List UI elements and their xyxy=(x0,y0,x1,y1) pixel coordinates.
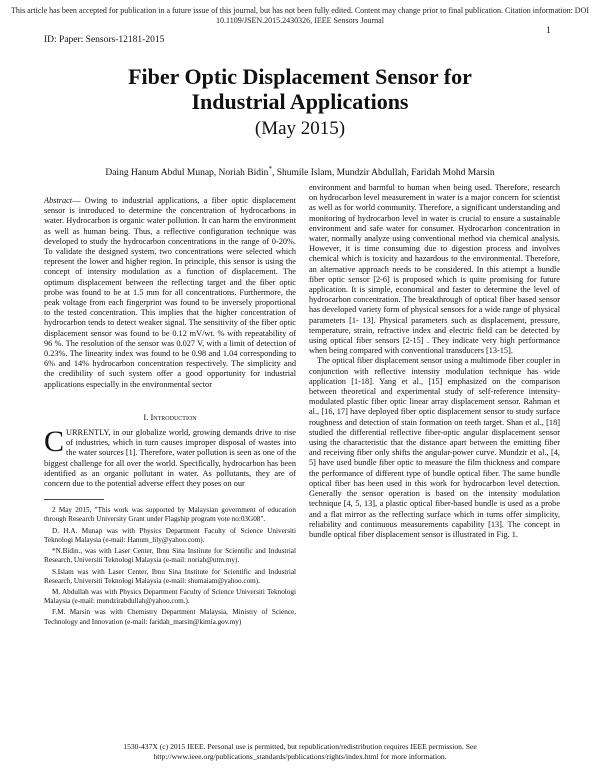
title-line-2: Industrial Applications xyxy=(191,89,409,114)
footnote: F.M. Marsin was with Chemistry Department Malaysia, Ministry of Science, Technology and Innovation (e-mail: faridah_marsin@kimia.gov.my) xyxy=(44,608,296,626)
footer-line-1: 1530-437X (c) 2015 IEEE. Personal use is permitted, but republication/redistribution requires IEEE permission. See xyxy=(123,742,477,751)
footnote: *N.Bidin., was with Laser Center, Ibnu Sina Institute for Scientific and Industrial Research, Universiti Teknologi Malaysia (e-mail: noriah@utm.my). xyxy=(44,547,296,565)
footnote-divider xyxy=(44,499,104,500)
abstract xyxy=(44,196,296,390)
left-column xyxy=(44,196,296,629)
publication-banner xyxy=(0,6,600,26)
footer-line-2: http://www.ieee.org/publications_standards/publications/rights/index.html for more information. xyxy=(153,751,447,761)
section-numeral: I. xyxy=(143,411,149,422)
title-line-1: Fiber Optic Displacement Sensor for xyxy=(128,64,472,89)
abstract-label: Abstract xyxy=(44,196,73,205)
authors-part-1: Daing Hanum Abdul Munap, Noriah Bidin xyxy=(105,168,269,179)
footnote: S.Islam was with Laser Center, Ibnu Sina Institute for Scientific and Industrial Research, Universiti Teknologi Malaysia (e-mail: shumaiam@yahoo.com). xyxy=(44,567,296,585)
copyright-footer xyxy=(0,742,600,761)
paper-id: ID: Paper: Sensors-12181-2015 xyxy=(44,35,165,45)
footnotes xyxy=(44,506,296,626)
intro-text: in our globalize world, growing demands drive to rise of industries, which in turn causes improper disposal of wastes into the water sources [1]. Therefore, water pollution is seen as one of the biggest challenge for all over the world. Specifically, hydrocarbon has been identified as an organic pollutant in water. As pollutants, they are of concern due to the potential adverse effect they poses on our xyxy=(44,428,296,489)
footnote: 2 May 2015, "This work was supported by Malaysian government of education through Research University Grant under Flagship program vote no:03G08". xyxy=(44,506,296,524)
author-list xyxy=(0,163,600,179)
drop-cap: C xyxy=(44,425,65,459)
page-number: 1 xyxy=(546,26,551,36)
footnote: M. Abdullah was with Physics Department Faculty of Science Universiti Teknologi Malaysia (e-mail: mundzirabdullah@yahoo.com.). xyxy=(44,587,296,606)
section-heading-introduction xyxy=(44,412,296,422)
banner-line-1: This article has been accepted for publication in a future issue of this journal, but has not been fully edited. Content may change prior to final publication. Citation information: DOI xyxy=(10,6,590,15)
introduction-paragraph xyxy=(44,425,296,489)
body-paragraph: environment and harmful to human when being used. Therefore, research on hydrocarbon level measurement in water is a major concern for scientist as well as for world community. Therefore, a significant understanding and monitoring of hydrocarbon level in water is crucial to ensure a sustainable environment and safe water for consumer. Hydrocarbon concentration in water, normally analyze using conventional method via chemical analysis. However, it is time consuming due to digestion process and involves chemical which is toxicity and hazardous to the environmental. Therefore, an alternative approach needs to be considered. In this attempt a bundle fiber optic sensor [2-6] is proposed which is quite promising for future application. It is simple, economical and faster to determine the level of hydrocarbon concentration. The breakthrough of optical fiber based sensor has developed variety form of physical sensors for a wide range of physical parameters [1- 13]. Physical parameters such as displacement, pressure, temperature, strain, refractive index and electric field can be detected by using optical fiber sensors [2-15] . They indicate very high performance when being compared with conventional transducers [13-15]. xyxy=(309,183,560,356)
corresponding-mark: * xyxy=(268,165,272,173)
abstract-text: — Owing to industrial applications, a fiber optic displacement sensor is introduced to determine the concentration of hydrocarbons in water. Hydrocarbon is organic water pollution. It can harm the environment as well as human being. Thus, a reflective configuration technique was developed to study the hydrocarbon concentrations in the range of 0-20%. To validate the designed system, two concentrations were selected which represent the lower and higher region. In principle, this sensor is using the concept of intensity modulation as a function of displacement. The optimum displacement between the reflecting target and the fiber optic probe was found to be at 1.5 mm for all concentrations. Furthermore, the peak voltage from each fingerprint was found to be inversely proportional to the tested concentration. This implies that the higher concentration of hydrocarbon tends to detect weaker signal. The sensitivity of the fiber optic displacement sensor was found to be 0.12 mV/wt. % with repeatability of 96 %. The resolution of the sensor was 0.027 V, with a limit of detection of 0.23%. The linearity index was found to be 0.98 and 1.04 corresponding to 6% and 14% hydrocarbon concentration respectively. The simplicity and the credibility of such system offer a good opportunity for industrial applications especially in the environmental sector xyxy=(44,196,296,389)
right-column xyxy=(309,183,560,540)
paper-title xyxy=(0,64,600,114)
banner-line-2: 10.1109/JSEN.2015.2430326, IEEE Sensors Journal xyxy=(216,16,384,25)
authors-part-2: , Shumile Islam, Mundzir Abdullah, Faridah Mohd Marsin xyxy=(271,168,495,179)
body-paragraph: The optical fiber displacement sensor using a multimode fiber coupler in conjunction with reflective intensity modulation technique has wide application [1-18]. Yang et al., [15] emphasized on the comparison between theoretical and experimental study of self-reference intensity-modulated plastic fiber optic linear array displacement sensor. Rahman et al., [16, 17] have deployed fiber optic displacement sensor to study surface roughness and detection of stain formation on teeth target. Shan et al., [18] studied the differential reflective fiber-optic angular displacement sensor using the characteristic that the distance apart between the emitting fiber and receiving fiber only shifts the angular-power curve. Mundzir et al., [4, 5] have used bundle fiber optic to measure the film thickness and compare the performance of different type of bundle optical fiber. The same bundle optical fiber has been used in this work for hydrocarbon level detection. Generally the sensor operation is based on the intensity modulation technique [4, 5, 13], a plastic optical fiber-based bundle is used as a probe and a flat mirror as the reflecting surface which in turns offer simplicity, reliability and continuous measurements capability [13]. The concept in bundle optical fiber displacement sensor is illustrated in Fig. 1. xyxy=(309,356,560,539)
paper-date: (May 2015) xyxy=(254,118,346,139)
section-title: Introduction xyxy=(150,411,197,422)
intro-first-word: URRENTLY, xyxy=(66,428,111,438)
footnote: D. H.A. Munap was with Physics Department Faculty of Science Universiti Teknologi Malaysia (e-mail: Hanum_lily@yahoo.com). xyxy=(44,526,296,544)
